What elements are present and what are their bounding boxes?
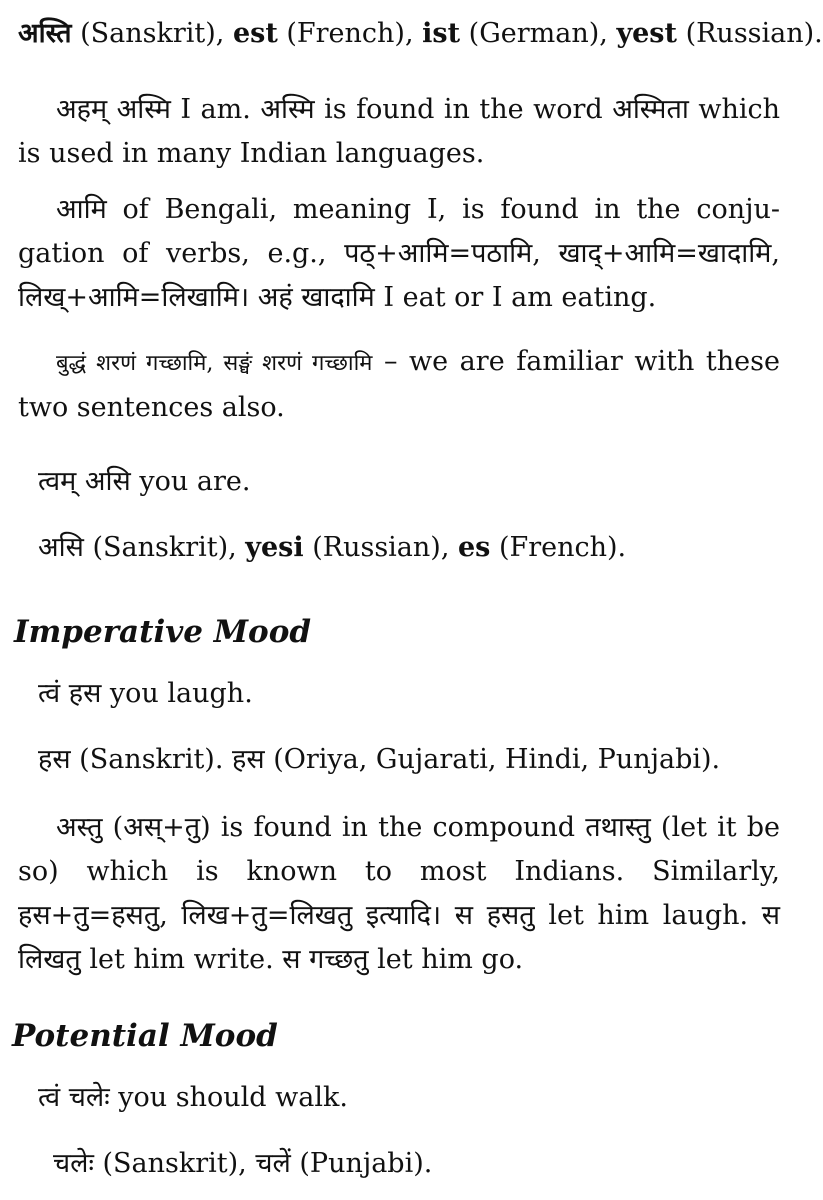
aham-asmi-phrase: अहम् अस्मि [56, 94, 171, 125]
khad-likh-examples: खाद्+आमि=खादामि, लिख्+आमि=लिखामि। अहं खादामि [18, 238, 780, 313]
line-hasa-cognates [18, 738, 720, 782]
ami-text-1: of Bengali, meaning I, is found in the conju-gation of verbs, e.g., [18, 194, 780, 269]
line-chale-cognates [18, 1142, 432, 1186]
yesi-lang: (Russian), [303, 532, 458, 563]
tvam-asi-phrase: त्वम् असि [38, 466, 131, 497]
yest-word: yest [616, 18, 677, 49]
chale-word: चलेः [53, 1148, 94, 1179]
chalen-lang: (Punjabi). [290, 1148, 433, 1179]
asmi-word: अस्मि [260, 94, 315, 125]
tvam-hasa-phrase: त्वं हस [38, 678, 102, 709]
paragraph-ami [18, 188, 780, 320]
buddham-sentences: बुद्धं शरणं गच्छामि, सङ्घं शरणं गच्छामि [56, 351, 373, 376]
line-asi-cognates [18, 526, 626, 570]
hasa-lang-1: (Sanskrit). [70, 744, 233, 775]
buddham-text: – we are familiar with these two sentences also. [18, 346, 780, 423]
astu-text-2: (let it be so) which is known to most Indians. Similarly, [18, 812, 780, 887]
tvam-asi-gloss: you are. [130, 466, 251, 497]
heading-imperative-mood: Imperative Mood [14, 614, 312, 650]
path-ami-example: पठ्+आमि=पठामि, [344, 238, 541, 269]
est-lang: (French), [277, 18, 423, 49]
tvam-hasa-gloss: you laugh. [101, 678, 253, 709]
line-tvam-hasa [18, 672, 253, 716]
aham-text-1: I am. [170, 94, 261, 125]
es-lang: (French). [490, 532, 627, 563]
line-tvam-chale [18, 1076, 348, 1120]
astu-text-3: let him laugh. [534, 900, 762, 931]
est-word: est [232, 18, 278, 49]
ist-lang: (German), [460, 18, 617, 49]
aham-text-3: which is used in many Indian languages. [18, 94, 780, 169]
paragraph-buddham [18, 340, 780, 430]
es-word: es [458, 532, 491, 563]
astu-text-5: let him go. [368, 944, 524, 975]
asmita-word: अस्मिता [612, 94, 689, 125]
astu-text-1: is found in the compound [210, 812, 586, 843]
intro-line [18, 12, 823, 56]
hasa-lang-2: (Oriya, Gujarati, Hindi, Punjabi). [264, 744, 721, 775]
paragraph-aham [18, 88, 780, 176]
paragraph-astu [18, 806, 780, 982]
asti-word: अस्ति [18, 18, 72, 49]
ami-text-2: I eat or I am eating. [374, 282, 657, 313]
sa-gacchatu-phrase: स गच्छतु [282, 944, 369, 975]
tvam-chale-gloss: you should walk. [109, 1082, 348, 1113]
chalen-word: चलें [255, 1148, 291, 1179]
astu-phrase: अस्तु (अस्+तु) [56, 812, 211, 843]
aham-text-2: is found in the word [314, 94, 613, 125]
tvam-chale-phrase: त्वं चलेः [38, 1082, 110, 1113]
yesi-word: yesi [245, 532, 304, 563]
hasa-word-2: हस [232, 744, 265, 775]
tathastu-word: तथास्तु [585, 812, 651, 843]
ist-word: ist [422, 18, 461, 49]
hasatu-likhatu-examples: हस+तु=हसतु, लिख+तु=लिखतु इत्यादि। स हसतु [18, 900, 535, 931]
ami-word: आमि [56, 194, 107, 225]
sa-likhatu-phrase: स लिखतु [18, 900, 780, 975]
line-tvam-asi [18, 460, 250, 504]
yest-lang: (Russian). [676, 18, 823, 49]
asi-lang: (Sanskrit), [83, 532, 246, 563]
hasa-word-1: हस [38, 744, 71, 775]
ami-space [541, 238, 559, 269]
chale-lang: (Sanskrit), [93, 1148, 256, 1179]
asi-word: असि [38, 532, 84, 563]
heading-potential-mood: Potential Mood [12, 1018, 278, 1054]
astu-text-4: let him write. [80, 944, 283, 975]
asti-lang: (Sanskrit), [71, 18, 233, 49]
